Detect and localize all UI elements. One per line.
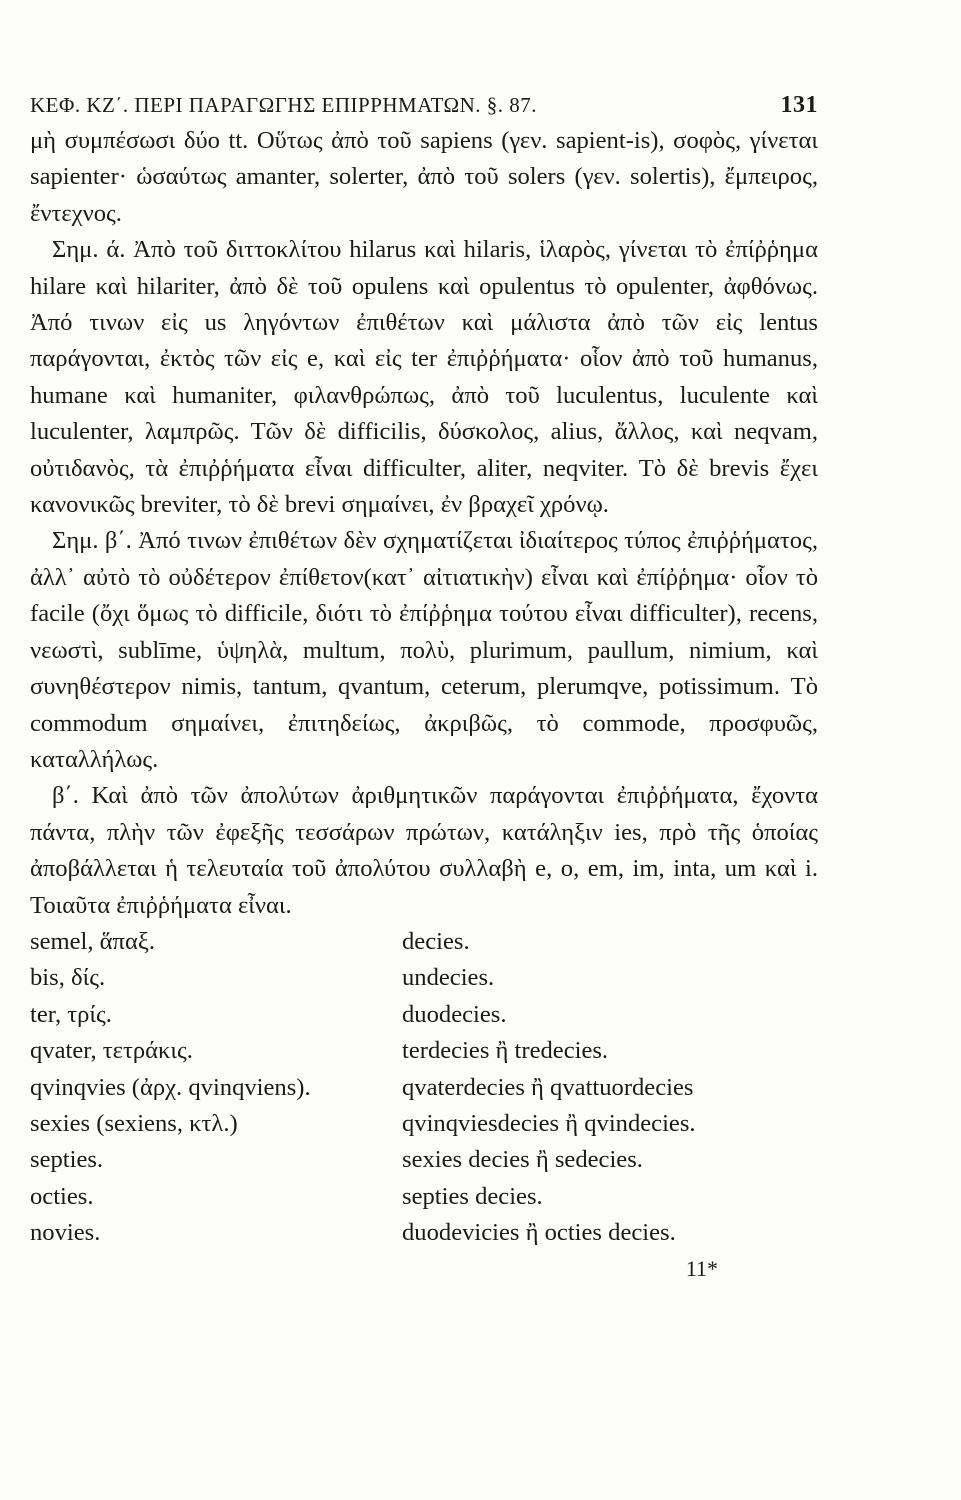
list-item: ter, τρίς.	[30, 1000, 112, 1028]
list-item: septies.	[30, 1146, 104, 1174]
list-item: bis, δίς.	[30, 964, 106, 992]
paragraph-numerals: β΄. Καὶ ἀπὸ τῶν ἀπολύτων ἀριθμητικῶν παράγονται ἐπιῤῥήματα, ἔχοντα πάντα, πλὴν τῶν ἐφεξῆς τεσσάρων πρώτων, κατάληξιν ies, πρὸ τῆς ὁποίας ἀποβάλλεται ἡ τελευταία τοῦ ἀπολύτου συλλαβὴ e, o, em, im, inta, um καὶ i. Τοιαῦτα ἐπιῤῥήματα εἶναι.	[30, 782, 818, 919]
list-item: undecies.	[402, 964, 495, 992]
list-item: decies.	[402, 927, 470, 955]
list-item: qvaterdecies ἢ qvattuordecies	[402, 1073, 694, 1101]
paragraph-note-a: Σημ. ά. Ἀπὸ τοῦ διττοκλίτου hilarus καὶ hilaris, ἱλαρὸς, γίνεται τὸ ἐπίῤῥημα hilare καὶ hilariter, ἀπὸ δὲ τοῦ opulens καὶ opulentus τὸ opulenter, ἀφθόνως. Ἀπό τινων εἰς us ληγόντων ἐπιθέτων καὶ μάλιστα ἀπὸ τῶν εἰς lentus παράγονται, ἐκτὸς τῶν εἰς e, καὶ εἰς ter ἐπιῤῥήματα· οἷον ἀπὸ τοῦ humanus, humane καὶ humaniter, φιλανθρώπως, ἀπὸ τοῦ luculentus, luculente καὶ luculenter, λαμπρῶς. Τῶν δὲ difficilis, δύσκολος, alius, ἄλλος, καὶ neqvam, οὐτιδανὸς, τὰ ἐπιῤῥήματα εἶναι difficulter, aliter, neqviter. Τὸ δὲ brevis ἔχει κανονικῶς breviter, τὸ δὲ brevi σημαίνει, ἐν βραχεῖ χρόνῳ.	[30, 236, 818, 519]
list-item: qvinqvies (ἀρχ. qvinqviens).	[30, 1073, 311, 1101]
list-item: septies decies.	[402, 1182, 543, 1210]
list-item: novies.	[30, 1219, 101, 1247]
running-header	[30, 92, 818, 119]
signature-mark: 11*	[685, 1255, 718, 1281]
list-item: duodevicies ἢ octies decies.	[402, 1219, 676, 1247]
list-item: duodecies.	[402, 1000, 507, 1028]
list-item: sexies decies ἢ sedecies.	[402, 1146, 643, 1174]
paragraph-note-b: Σημ. β΄. Ἀπό τινων ἐπιθέτων δὲν σχηματίζεται ἰδιαίτερος τύπος ἐπιῤῥήματος, ἀλλ᾿ αὐτὸ τὸ οὐδέτερον ἐπίθετον(κατ᾿ αἰτιατικὴν) εἶναι καὶ ἐπίῤῥημα· οἷον τὸ facile (ὄχι ὅμως τὸ difficile, διότι τὸ ἐπίῤῥημα τούτου εἶναι difficulter), recens, νεωστὶ, sublīme, ὑψηλὰ, multum, πολὺ, plurimum, paullum, nimium, καὶ συνηθέστερον nimis, tantum, qvantum, ceterum, plerumqve, potissimum. Τὸ commodum σημαίνει, ἐπιτηδείως, ἀκριβῶς, τὸ commode, προσφυῶς, καταλλήλως.	[30, 527, 818, 773]
page-number: 131	[780, 92, 818, 118]
chapter-title: ΚΕΦ. ΚΖ΄. ΠΕΡΙ ΠΑΡΑΓΩΓΗΣ ΕΠΙΡΡΗΜΑΤΩΝ. §. 87.	[30, 93, 538, 117]
paragraph-continuation: μὴ συμπέσωσι δύο tt. Οὕτως ἀπὸ τοῦ sapiens (γεν. sapient-is), σοφὸς, γίνεται sapienter· ὡσαύτως amanter, solerter, ἀπὸ τοῦ solers (γεν. solertis), ἔμπειρος, ἔντεχνος.	[30, 127, 818, 227]
numeral-adverb-list	[30, 924, 818, 1252]
list-item: qvinqviesdecies ἢ qvindecies.	[402, 1109, 696, 1137]
list-item: terdecies ἢ tredecies.	[402, 1037, 609, 1065]
list-item: semel, ἅπαξ.	[30, 927, 155, 955]
book-page	[30, 92, 818, 1282]
page-body	[30, 123, 818, 924]
list-item: sexies (sexiens, κτλ.)	[30, 1109, 238, 1137]
list-item: qvater, τετράκις.	[30, 1037, 193, 1065]
list-item: octies.	[30, 1182, 94, 1210]
